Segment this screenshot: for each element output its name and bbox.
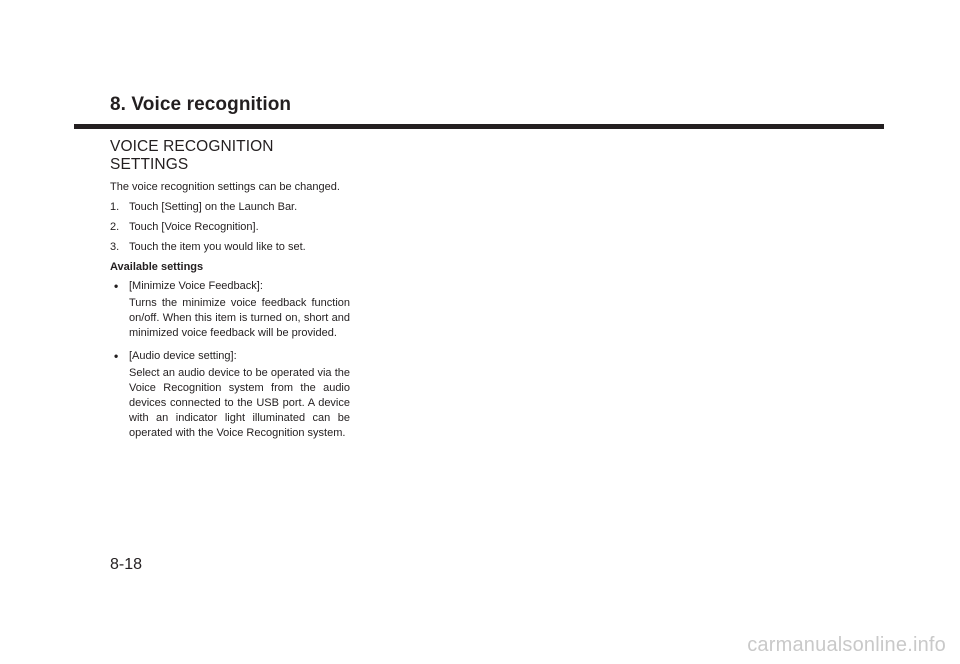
chapter-rule: [74, 124, 884, 129]
bullet-icon: •: [114, 349, 119, 363]
settings-list: [110, 279, 350, 441]
step-text: Touch the item you would like to set.: [129, 241, 306, 253]
setting-description: Turns the minimize voice feedback function on/off. When this item is turned on, short and minimized voice feedback will be provided.: [129, 297, 350, 339]
step-number: 2.: [110, 221, 120, 233]
setting-description: Select an audio device to be operated via the Voice Recognition system from the audio devices connected to the USB port. A device with an indicator light illuminated can be operated with the Voice Recognition system.: [129, 367, 350, 439]
section-intro: The voice recognition settings can be changed.: [110, 181, 340, 193]
section-content: [110, 138, 350, 449]
bullet-icon: •: [114, 279, 119, 293]
chapter-title: 8. Voice recognition: [110, 94, 292, 115]
page-number: 8-18: [110, 556, 143, 573]
step-text: Touch [Setting] on the Launch Bar.: [129, 201, 298, 213]
setting-label: [Audio device setting]:: [129, 350, 237, 362]
available-settings-heading: Available settings: [110, 261, 204, 273]
step-item: [110, 200, 350, 215]
steps-list: [110, 200, 350, 255]
watermark-text: carmanualsonline.info: [747, 634, 946, 656]
setting-label: [Minimize Voice Feedback]:: [129, 280, 263, 292]
step-item: [110, 240, 350, 255]
setting-item: [110, 279, 350, 341]
step-number: 3.: [110, 241, 120, 253]
section-heading: VOICE RECOGNITION SETTINGS: [110, 138, 274, 173]
step-number: 1.: [110, 201, 120, 213]
step-item: [110, 220, 350, 235]
step-text: Touch [Voice Recognition].: [129, 221, 259, 233]
setting-item: [110, 349, 350, 441]
